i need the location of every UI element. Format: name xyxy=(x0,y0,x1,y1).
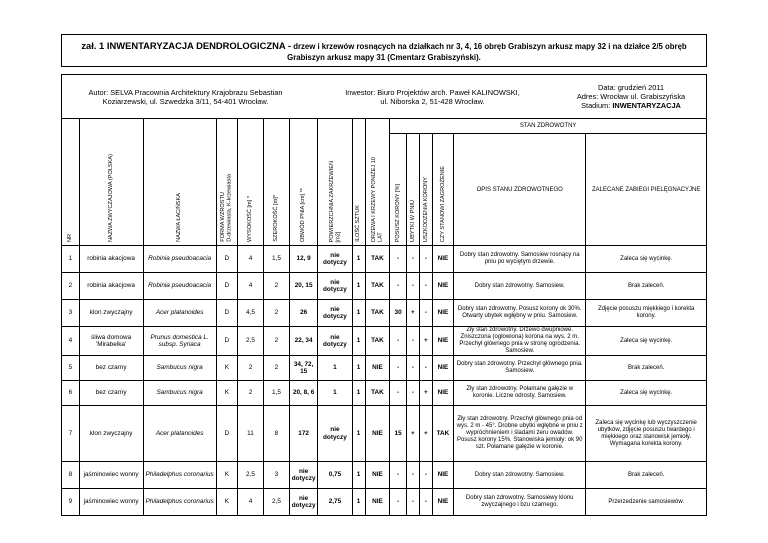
col-rec: ZALECANE ZABIEGI PIELĘGNACYJNE xyxy=(586,134,707,246)
cell-rec: Zaleca się wycinkę. xyxy=(586,246,707,273)
cell-width: 3 xyxy=(263,462,289,489)
investor-line-1: Inwestor: Biuro Projektów arch. Paweł KALINOWSKI, xyxy=(345,87,520,97)
cell-desc: Zły stan zdrowotny. Połamane gałęzie w koronie. Liczne odrosty. Samosiew. xyxy=(454,381,586,406)
cell-name-pl: robinia akacjowa xyxy=(79,246,143,273)
cell-name-lat: Robinia pseudoacacia xyxy=(143,273,216,300)
cell-height: 11 xyxy=(237,406,263,462)
cell-area: nie dotyczy xyxy=(318,246,352,273)
cell-name-pl: klon zwyczajny xyxy=(79,406,143,462)
col-desc: OPIS STANU ZDROWOTNEGO xyxy=(454,134,586,246)
cell-young: TAK xyxy=(365,327,390,356)
cell-circ: 20, 15 xyxy=(289,273,317,300)
col-form: FORMA WZROSTU D-drzewiasta, K-krzewiasta xyxy=(216,119,237,246)
cell-nr: 9 xyxy=(62,489,80,516)
cell-count: 1 xyxy=(352,462,365,489)
title-rest: drzew i krzewów rosnących na działkach nr 3, 4, 16 obręb Grabiszyn arkusz mapy 32 i na działce 2/5 obręb xyxy=(291,42,687,51)
cell-damage: - xyxy=(419,300,432,327)
cell-circ: nie dotyczy xyxy=(289,489,317,516)
cell-count: 1 xyxy=(352,246,365,273)
cell-young: NIE xyxy=(365,356,390,381)
cell-form: D xyxy=(216,246,237,273)
cell-width: 2 xyxy=(263,300,289,327)
cell-dry: - xyxy=(390,356,407,381)
col-damage: USZKODZENIA KORONY xyxy=(419,134,432,246)
cell-name-lat: Philadelphus coronarius xyxy=(143,489,216,516)
col-count: ILOŚĆ SZTUK xyxy=(352,119,365,246)
health-group-header: STAN ZDROWOTNY xyxy=(390,119,707,134)
cell-area: nie dotyczy xyxy=(318,406,352,462)
table-body xyxy=(62,246,707,516)
cell-width: 8 xyxy=(263,406,289,462)
cell-cavity: - xyxy=(406,356,419,381)
cell-rec: Zaleca się wycinkę lub wyczyszczenie ubytków, zdjęcie posuszu twardego i miękkiego oraz stanowisk jemioły. Wymagana korekta korony. xyxy=(586,406,707,462)
cell-nr: 2 xyxy=(62,273,80,300)
cell-nr: 6 xyxy=(62,381,80,406)
cell-name-pl: jaśminowiec wonny xyxy=(79,462,143,489)
cell-form: D xyxy=(216,327,237,356)
cell-young: TAK xyxy=(365,381,390,406)
inventory-sheet xyxy=(61,34,707,516)
cell-desc: Zły stan zdrowotny. Drzewo dwupniowe. Zniszczona (ogłowiona) korona na wys. 2 m. Przechył głównego pnia w stronę ogrodzenia. Samosiew. xyxy=(454,327,586,356)
stage-label: Stadium: xyxy=(581,101,613,110)
cell-rec: Zaleca się wycinkę. xyxy=(586,381,707,406)
cell-dry: - xyxy=(390,381,407,406)
cell-cavity: - xyxy=(406,273,419,300)
cell-area: 2,75 xyxy=(318,489,352,516)
cell-width: 1,5 xyxy=(263,381,289,406)
cell-threat: NIE xyxy=(432,273,453,300)
cell-desc: Dobry stan zdrowotny. Samosiew. xyxy=(454,273,586,300)
col-young: DRZEWA I KRZEWY PONIŻEJ 10 LAT xyxy=(365,119,390,246)
cell-cavity: - xyxy=(406,327,419,356)
stage-line xyxy=(581,101,681,110)
date-line: Data: grudzień 2011 xyxy=(597,83,664,92)
cell-damage: - xyxy=(419,462,432,489)
cell-dry: - xyxy=(390,246,407,273)
cell-dry: - xyxy=(390,273,407,300)
cell-rec: Brak zaleceń. xyxy=(586,462,707,489)
cell-desc: Dobry stan zdrowotny. Samosiew rosnący na pniu po wyciętym drzewie. xyxy=(454,246,586,273)
cell-dry: - xyxy=(390,327,407,356)
cell-count: 1 xyxy=(352,327,365,356)
cell-form: K xyxy=(216,489,237,516)
cell-desc: Dobry stan zdrowotny. Samosiew. xyxy=(454,462,586,489)
cell-rec: Przerzedzenie samosiewów. xyxy=(586,489,707,516)
cell-name-pl: bez czarny xyxy=(79,356,143,381)
cell-width: 1,5 xyxy=(263,246,289,273)
cell-threat: NIE xyxy=(432,356,453,381)
cell-form: K xyxy=(216,381,237,406)
cell-count: 1 xyxy=(352,406,365,462)
cell-desc: Dobry stan zdrowotny. Przechył głównego pnia. Samosiew. xyxy=(454,356,586,381)
date-info xyxy=(556,75,706,118)
cell-height: 2,5 xyxy=(237,462,263,489)
col-name-lat: NAZWA ŁACIŃSKA xyxy=(143,119,216,246)
cell-name-lat: Sambucus nigra xyxy=(143,356,216,381)
cell-height: 4 xyxy=(237,489,263,516)
cell-height: 4,5 xyxy=(237,300,263,327)
cell-young: TAK xyxy=(365,300,390,327)
cell-rec: Zaleca się wycinkę. xyxy=(586,327,707,356)
cell-count: 1 xyxy=(352,489,365,516)
cell-threat: NIE xyxy=(432,246,453,273)
cell-name-lat: Philadelphus coronarius xyxy=(143,462,216,489)
table-row xyxy=(62,356,707,381)
cell-cavity: - xyxy=(406,489,419,516)
cell-name-pl: śliwa domowa 'Mirabelka' xyxy=(79,327,143,356)
cell-damage: - xyxy=(419,489,432,516)
col-cavity: UBYTKI W PNIU xyxy=(406,134,419,246)
cell-nr: 4 xyxy=(62,327,80,356)
cell-damage: + xyxy=(419,327,432,356)
cell-height: 2,5 xyxy=(237,327,263,356)
cell-damage: + xyxy=(419,381,432,406)
cell-nr: 3 xyxy=(62,300,80,327)
cell-nr: 5 xyxy=(62,356,80,381)
cell-young: NIE xyxy=(365,462,390,489)
table-row xyxy=(62,327,707,356)
cell-area: nie dotyczy xyxy=(318,327,352,356)
cell-rec: Zdjęcie posuszu miękkiego i korekta korony. xyxy=(586,300,707,327)
cell-width: 2 xyxy=(263,327,289,356)
cell-young: TAK xyxy=(365,273,390,300)
cell-damage: - xyxy=(419,356,432,381)
col-name-pl: NAZWA ZWYCZAJOWA (POLSKA) xyxy=(79,119,143,246)
cell-name-pl: klon zwyczajny xyxy=(79,300,143,327)
cell-circ: 26 xyxy=(289,300,317,327)
cell-desc: Zły stan zdrowotny. Przechył głównego pnia od wys. 2 m - 45°. Drobne ubytki wgłębne w pniu z wypróchnieniem i śladami żeru owadów. Posusz korony 15%. Stanowiska jemioły: ok 90 szt. Połamane gałęzie w koronie. xyxy=(454,406,586,462)
col-width: SZEROKOŚĆ [m]* xyxy=(263,119,289,246)
cell-young: TAK xyxy=(365,246,390,273)
cell-area: 1 xyxy=(318,356,352,381)
col-area: POWIERZCHNIA ZAKRZEWIEŃ [m2] xyxy=(318,119,352,246)
cell-height: 4 xyxy=(237,273,263,300)
cell-form: D xyxy=(216,273,237,300)
table-row xyxy=(62,273,707,300)
cell-count: 1 xyxy=(352,356,365,381)
cell-threat: TAK xyxy=(432,406,453,462)
cell-cavity: + xyxy=(406,300,419,327)
cell-height: 2 xyxy=(237,356,263,381)
investor-line-2: ul. Niborska 2, 51-428 Wrocław. xyxy=(380,96,485,106)
cell-young: NIE xyxy=(365,406,390,462)
cell-threat: NIE xyxy=(432,489,453,516)
title-main: zał. 1 INWENTARYZACJA DENDROLOGICZNA - xyxy=(81,40,292,51)
col-nr: NR xyxy=(62,119,80,246)
col-circ: OBWÓD PNIA [cm] ** xyxy=(289,119,317,246)
cell-name-lat: Prunus domestica L. subsp. Syriaca xyxy=(143,327,216,356)
title-subtitle: Grabiszyn arkusz mapy 31 (Cmentarz Grabiszyński). xyxy=(287,53,481,62)
inventory-table xyxy=(61,118,707,516)
cell-count: 1 xyxy=(352,273,365,300)
table-row xyxy=(62,406,707,462)
cell-name-lat: Acer platanoides xyxy=(143,300,216,327)
cell-circ: 34, 72, 15 xyxy=(289,356,317,381)
cell-rec: Brak zaleceń. xyxy=(586,356,707,381)
cell-name-pl: bez czarny xyxy=(79,381,143,406)
cell-name-pl: robinia akacjowa xyxy=(79,273,143,300)
cell-name-pl: jaśminowiec wonny xyxy=(79,489,143,516)
stage-value: INWENTARYZACJA xyxy=(612,101,681,110)
address-line: Adres: Wrocław ul. Grabiszyńska xyxy=(576,92,686,101)
table-row xyxy=(62,246,707,273)
cell-threat: NIE xyxy=(432,381,453,406)
table-row xyxy=(62,489,707,516)
cell-rec: Brak zaleceń. xyxy=(586,273,707,300)
cell-threat: NIE xyxy=(432,327,453,356)
cell-cavity: - xyxy=(406,381,419,406)
cell-width: 2,5 xyxy=(263,489,289,516)
cell-circ: 12, 9 xyxy=(289,246,317,273)
table-row xyxy=(62,462,707,489)
author-info xyxy=(62,75,309,118)
cell-circ: 172 xyxy=(289,406,317,462)
cell-damage: + xyxy=(419,406,432,462)
cell-form: K xyxy=(216,356,237,381)
cell-form: K xyxy=(216,462,237,489)
cell-area: nie dotyczy xyxy=(318,273,352,300)
cell-count: 1 xyxy=(352,381,365,406)
cell-cavity: - xyxy=(406,462,419,489)
investor-info xyxy=(309,75,556,118)
cell-threat: NIE xyxy=(432,462,453,489)
cell-nr: 1 xyxy=(62,246,80,273)
cell-dry: 30 xyxy=(390,300,407,327)
cell-cavity: - xyxy=(406,246,419,273)
cell-width: 2 xyxy=(263,356,289,381)
cell-threat: NIE xyxy=(432,300,453,327)
cell-name-lat: Robinia pseudoacacia xyxy=(143,246,216,273)
cell-count: 1 xyxy=(352,300,365,327)
cell-desc: Dobry stan zdrowotny. Posusz korony ok 30%. Otwarty ubytek wgłębny w pniu. Samosiew. xyxy=(454,300,586,327)
cell-area: nie dotyczy xyxy=(318,300,352,327)
cell-dry: 15 xyxy=(390,406,407,462)
document-title xyxy=(61,34,707,67)
cell-name-lat: Sambucus nigra xyxy=(143,381,216,406)
col-dry: POSUSZ KORONY [%] xyxy=(390,134,407,246)
cell-desc: Dobry stan zdrowotny. Samosiewy klonu zwyczajnego i bzu czarnego. xyxy=(454,489,586,516)
cell-area: 1 xyxy=(318,381,352,406)
cell-height: 4 xyxy=(237,246,263,273)
author-line-2: Koziarzewski, ul. Szwedzka 3/11, 54-401 Wrocław. xyxy=(102,96,269,106)
cell-circ: nie dotyczy xyxy=(289,462,317,489)
cell-width: 2 xyxy=(263,273,289,300)
cell-cavity: + xyxy=(406,406,419,462)
cell-name-lat: Acer platanoides xyxy=(143,406,216,462)
col-threat: CZY STANOWI ZAGROŻENIE xyxy=(432,134,453,246)
cell-dry: - xyxy=(390,462,407,489)
cell-dry: - xyxy=(390,489,407,516)
cell-circ: 20, 8, 6 xyxy=(289,381,317,406)
cell-circ: 22, 34 xyxy=(289,327,317,356)
cell-nr: 7 xyxy=(62,406,80,462)
cell-damage: - xyxy=(419,246,432,273)
cell-nr: 8 xyxy=(62,462,80,489)
cell-height: 2 xyxy=(237,381,263,406)
cell-young: NIE xyxy=(365,489,390,516)
cell-form: D xyxy=(216,300,237,327)
cell-damage: - xyxy=(419,273,432,300)
table-row xyxy=(62,381,707,406)
author-line-1: Autor: SELVA Pracownia Architektury Krajobrazu Sebastian xyxy=(88,87,283,97)
info-bar xyxy=(61,74,707,118)
col-height: WYSOKOŚĆ [m] * xyxy=(237,119,263,246)
cell-area: 0,75 xyxy=(318,462,352,489)
cell-form: D xyxy=(216,406,237,462)
table-row xyxy=(62,300,707,327)
